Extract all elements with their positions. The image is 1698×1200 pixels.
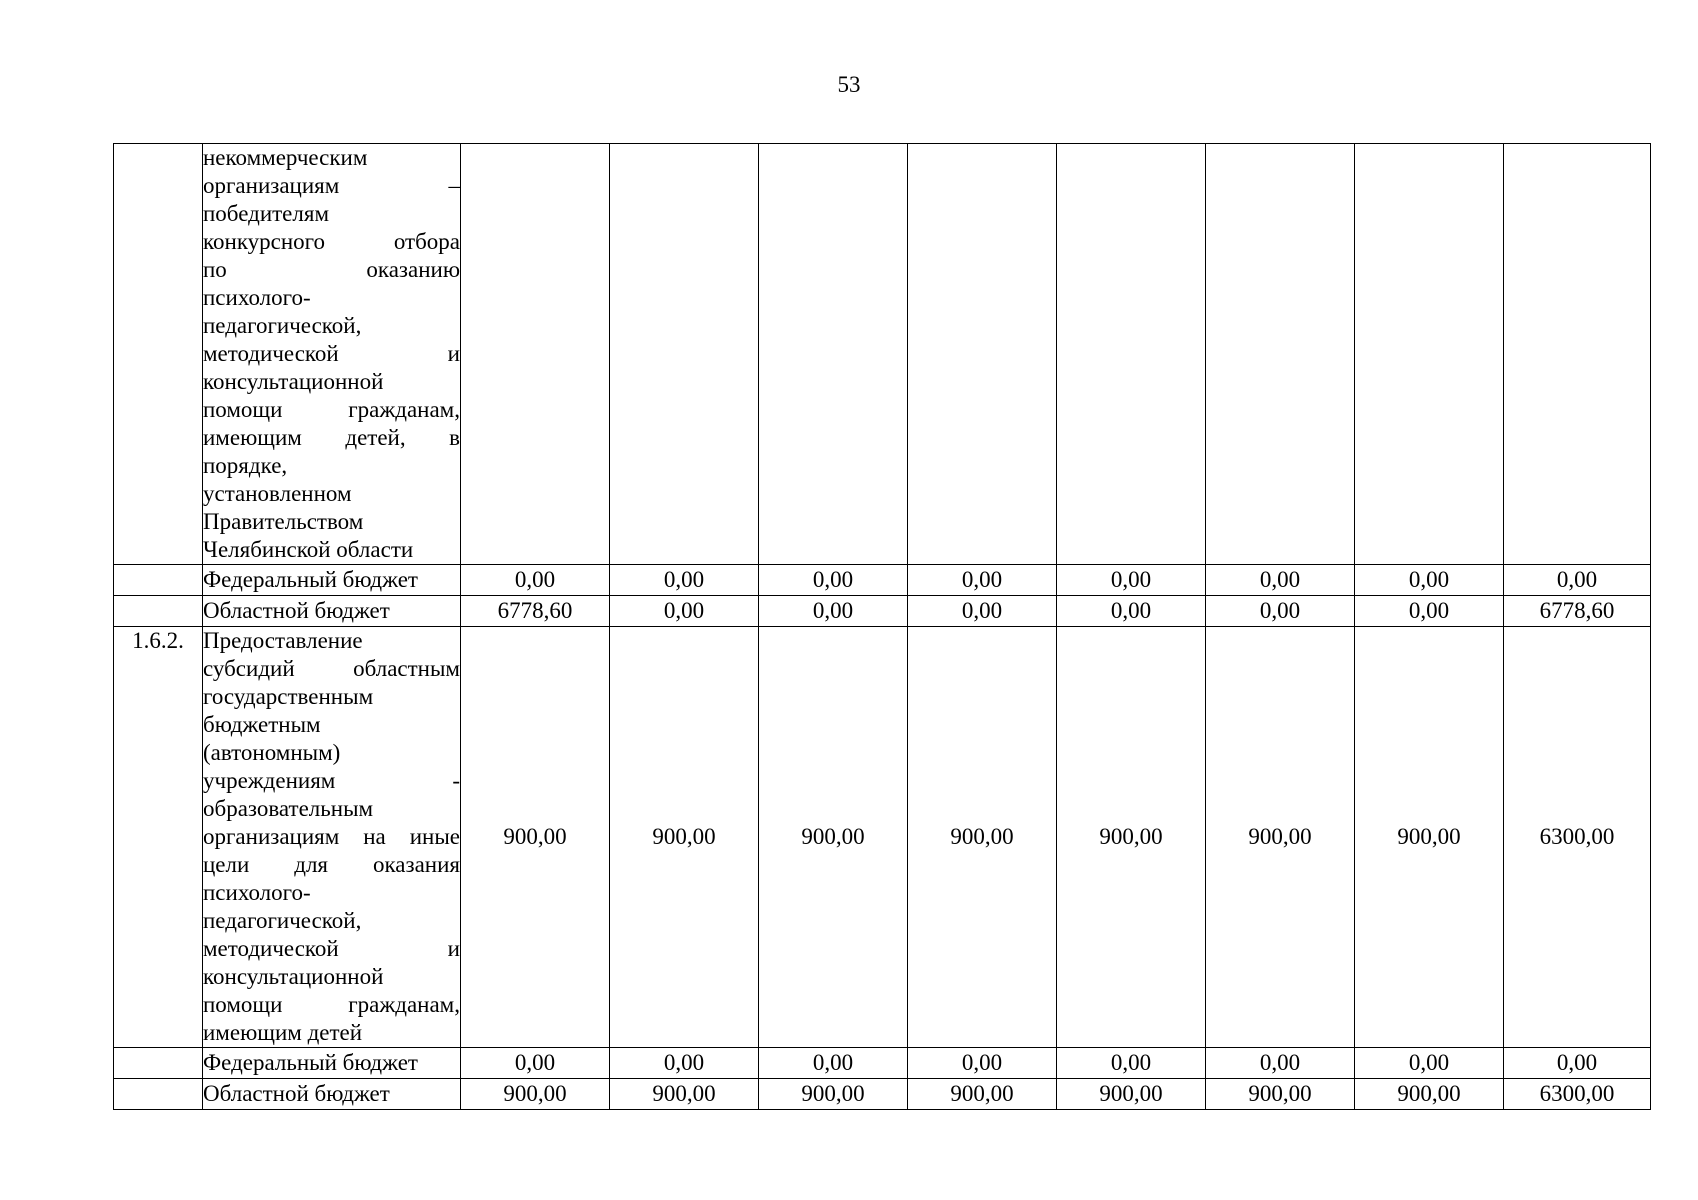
description-line: цели для оказания: [203, 852, 460, 877]
value-cell: 0,00: [1206, 565, 1355, 596]
description-line: имеющим детей, в: [203, 425, 460, 450]
value-cell: 6778,60: [461, 596, 610, 627]
value-cell: 900,00: [610, 1079, 759, 1110]
value-cell: [461, 144, 610, 565]
value-cell: 900,00: [759, 1079, 908, 1110]
table-row: [114, 627, 1651, 1048]
budget-table: [113, 143, 1651, 1110]
value-cell: 0,00: [461, 1048, 610, 1079]
description-line: психолого-: [203, 880, 311, 905]
value-cell: 0,00: [1206, 596, 1355, 627]
description-line: методической и: [203, 341, 460, 366]
description-line: помощи гражданам,: [203, 992, 460, 1017]
row-code-cell: [114, 565, 203, 596]
description-line: конкурсного отбора: [203, 229, 460, 254]
description-line: организациям –: [203, 173, 460, 198]
value-cell: 900,00: [610, 627, 759, 1048]
row-code-cell: 1.6.2.: [114, 627, 203, 1048]
description-line: по оказанию: [203, 257, 460, 282]
value-cell: 0,00: [1057, 1048, 1206, 1079]
value-cell: 900,00: [1057, 1079, 1206, 1110]
value-cell: [1504, 144, 1651, 565]
value-cell: 900,00: [1355, 627, 1504, 1048]
description-line: порядке,: [203, 453, 288, 478]
row-description-cell: [203, 596, 461, 627]
value-cell: 900,00: [1057, 627, 1206, 1048]
description-line: организациям на иные: [203, 824, 460, 849]
description-line: бюджетным: [203, 712, 321, 737]
row-description-cell: [203, 1048, 461, 1079]
value-cell: 900,00: [461, 627, 610, 1048]
value-cell: 0,00: [759, 1048, 908, 1079]
description-line: Предоставление: [203, 628, 363, 653]
table-body: [114, 144, 1651, 1110]
row-code-cell: [114, 1048, 203, 1079]
value-cell: 6300,00: [1504, 1079, 1651, 1110]
value-cell: 0,00: [610, 1048, 759, 1079]
description-line: установленном: [203, 481, 352, 506]
value-cell: 0,00: [610, 565, 759, 596]
value-cell: [759, 144, 908, 565]
value-cell: 900,00: [1206, 627, 1355, 1048]
value-cell: [908, 144, 1057, 565]
value-cell: 0,00: [1355, 565, 1504, 596]
value-cell: 900,00: [461, 1079, 610, 1110]
value-cell: 900,00: [1206, 1079, 1355, 1110]
description-line: психолого-: [203, 285, 311, 310]
row-code-cell: [114, 1079, 203, 1110]
value-cell: 900,00: [1355, 1079, 1504, 1110]
value-cell: 0,00: [1504, 565, 1651, 596]
description-line: Федеральный бюджет: [203, 567, 418, 592]
value-cell: 0,00: [461, 565, 610, 596]
description-line: субсидий областным: [203, 656, 460, 681]
description-line: государственным: [203, 684, 374, 709]
table-row: [114, 565, 1651, 596]
description-line: имеющим детей: [203, 1020, 363, 1045]
value-cell: 6300,00: [1504, 627, 1651, 1048]
value-cell: [610, 144, 759, 565]
value-cell: 0,00: [908, 565, 1057, 596]
value-cell: 0,00: [1504, 1048, 1651, 1079]
description-line: Областной бюджет: [203, 1081, 390, 1106]
value-cell: 0,00: [759, 565, 908, 596]
value-cell: 900,00: [908, 627, 1057, 1048]
table-row: [114, 596, 1651, 627]
value-cell: 0,00: [908, 596, 1057, 627]
value-cell: [1057, 144, 1206, 565]
description-line: консультационной: [203, 369, 384, 394]
description-line: (автономным): [203, 740, 341, 765]
value-cell: 0,00: [1355, 596, 1504, 627]
value-cell: [1206, 144, 1355, 565]
row-code-cell: [114, 596, 203, 627]
description-line: победителям: [203, 201, 329, 226]
value-cell: 0,00: [1355, 1048, 1504, 1079]
row-code-cell: [114, 144, 203, 565]
description-line: педагогической,: [203, 908, 362, 933]
description-line: педагогической,: [203, 313, 362, 338]
value-cell: 900,00: [759, 627, 908, 1048]
description-line: помощи гражданам,: [203, 397, 460, 422]
row-description-cell: [203, 565, 461, 596]
value-cell: 0,00: [1057, 565, 1206, 596]
value-cell: 900,00: [908, 1079, 1057, 1110]
value-cell: 0,00: [1057, 596, 1206, 627]
value-cell: 0,00: [908, 1048, 1057, 1079]
description-line: методической и: [203, 936, 460, 961]
description-line: Федеральный бюджет: [203, 1050, 418, 1075]
description-line: Областной бюджет: [203, 598, 390, 623]
row-description-cell: [203, 627, 461, 1048]
value-cell: [1355, 144, 1504, 565]
table-row: [114, 1048, 1651, 1079]
table-row: [114, 144, 1651, 565]
description-line: консультационной: [203, 964, 384, 989]
value-cell: 0,00: [610, 596, 759, 627]
value-cell: 6778,60: [1504, 596, 1651, 627]
table-row: [114, 1079, 1651, 1110]
value-cell: 0,00: [759, 596, 908, 627]
description-line: учреждениям -: [203, 768, 460, 793]
value-cell: 0,00: [1206, 1048, 1355, 1079]
description-line: Челябинской области: [203, 537, 414, 562]
description-line: некоммерческим: [203, 145, 368, 170]
page-number: 53: [837, 72, 861, 97]
row-description-cell: [203, 144, 461, 565]
description-line: образовательным: [203, 796, 374, 821]
row-description-cell: [203, 1079, 461, 1110]
description-line: Правительством: [203, 509, 364, 534]
